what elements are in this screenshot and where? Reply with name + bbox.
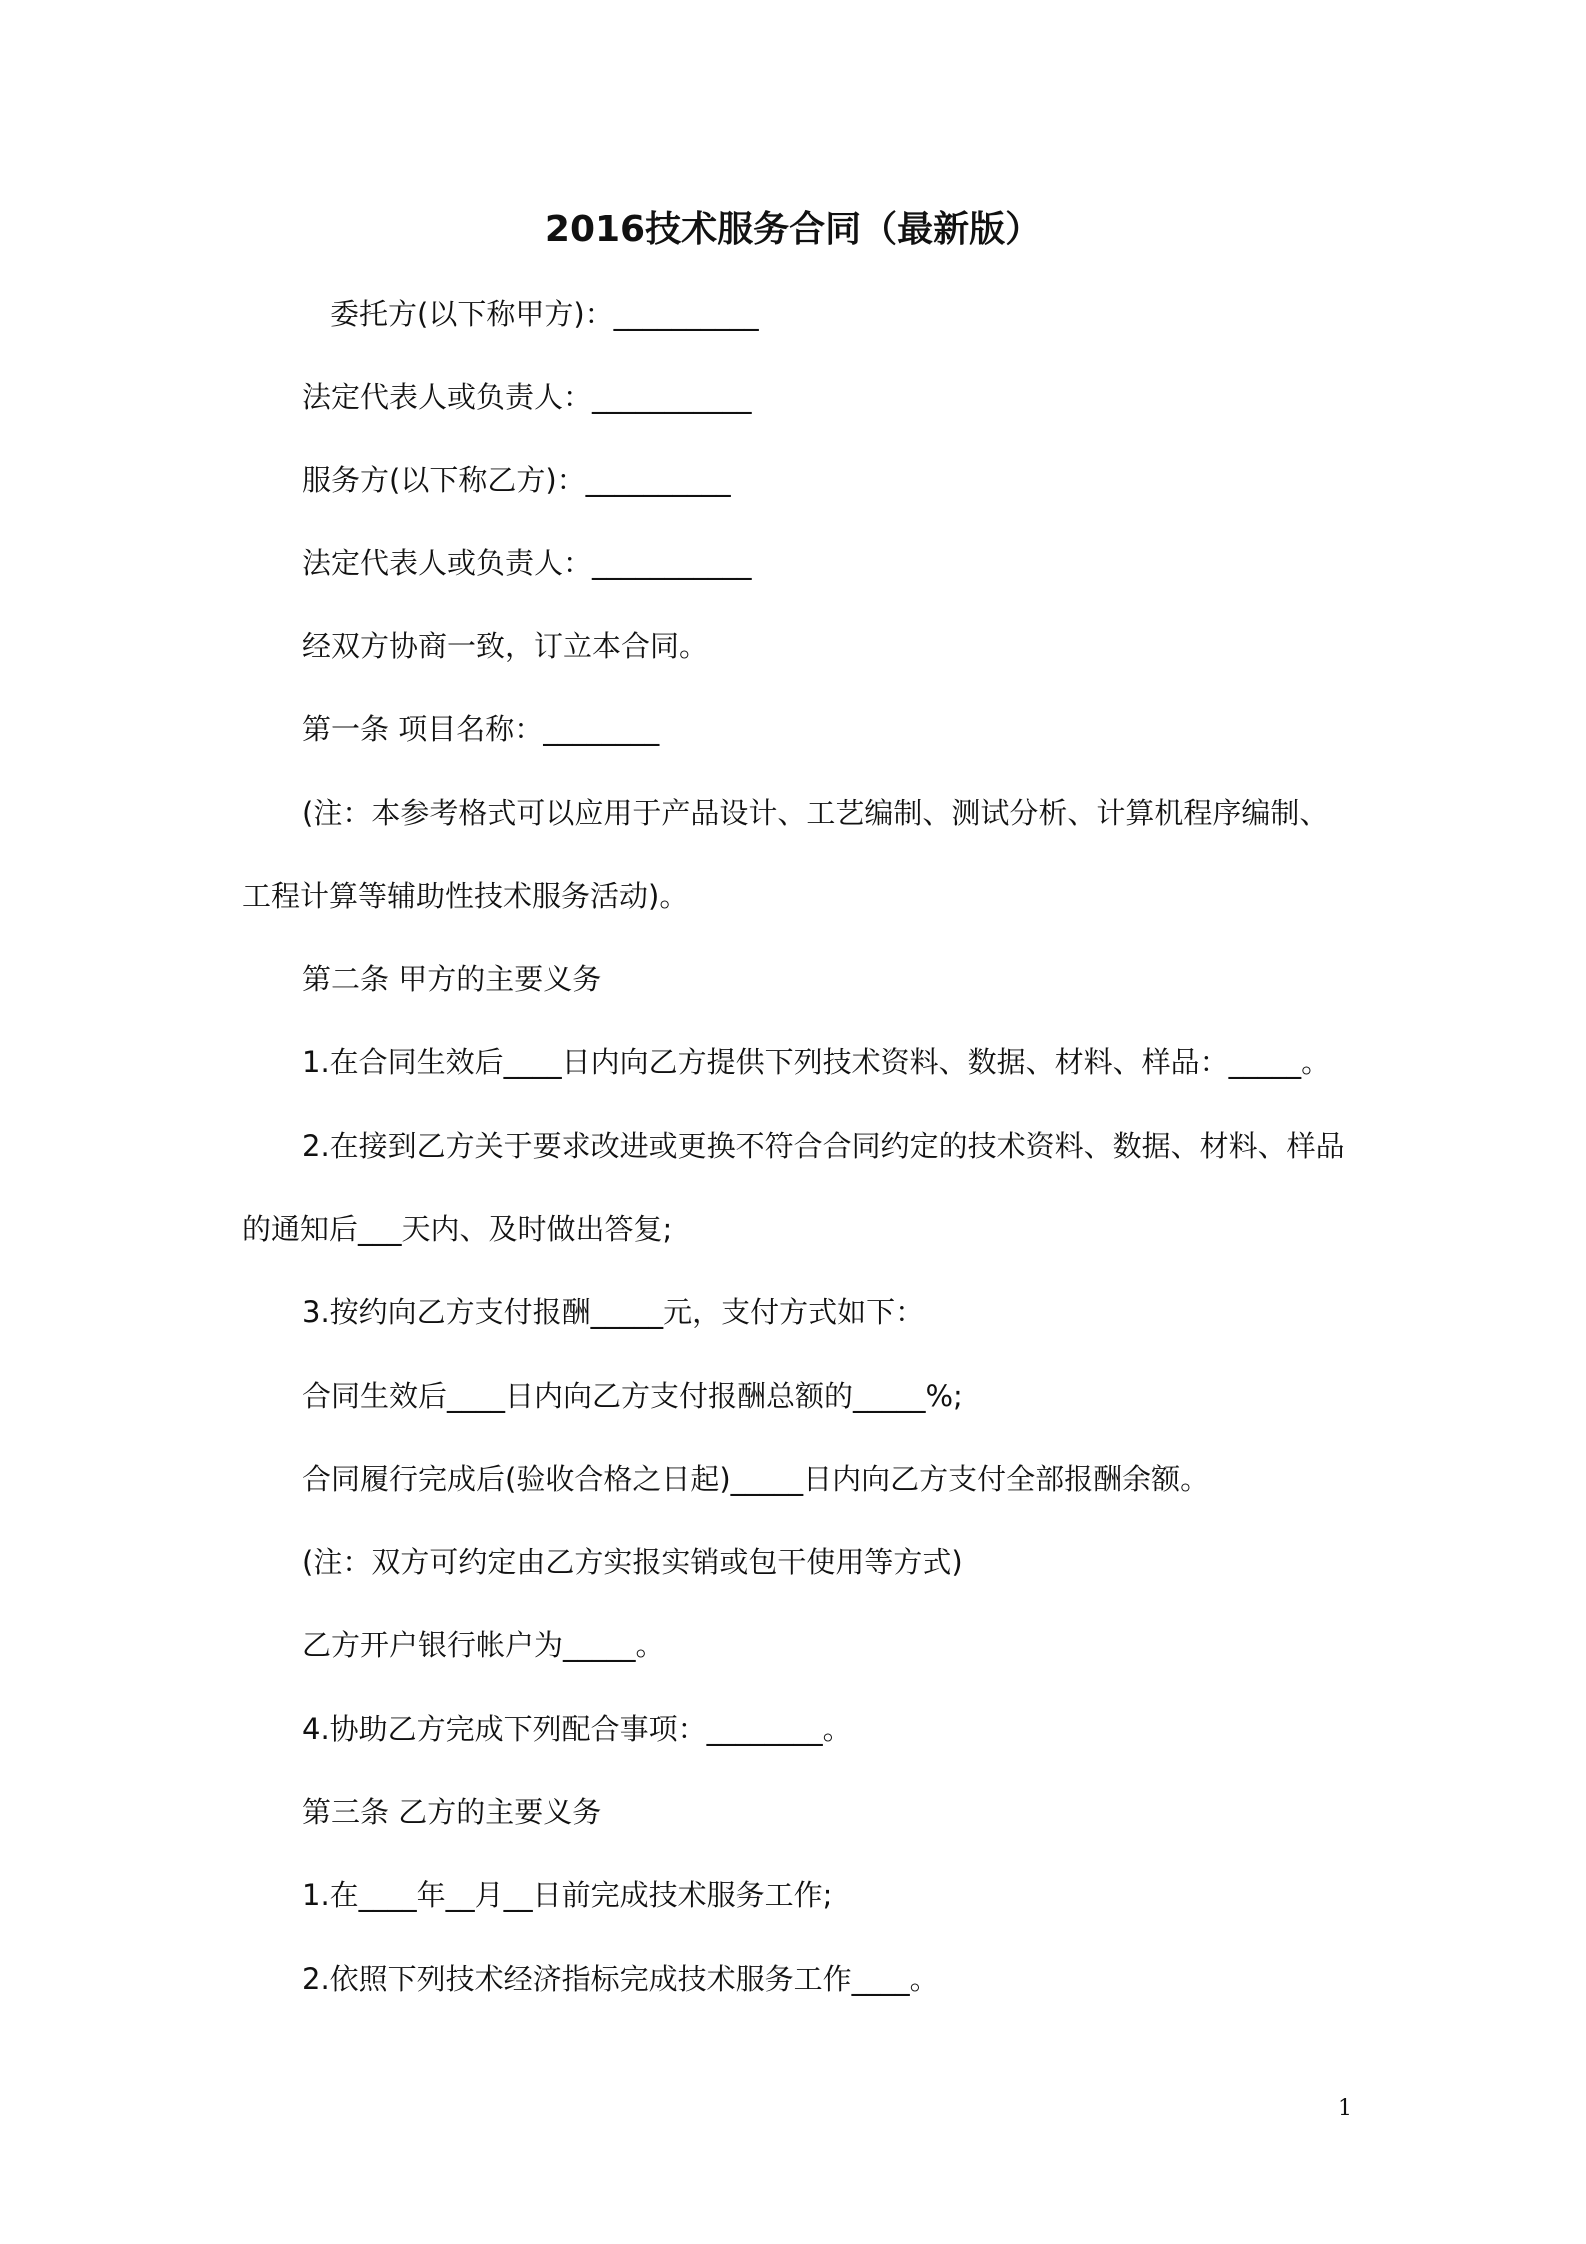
article-2-item-3: 3.按约向乙方支付报酬_____元，支付方式如下： [302,1295,925,1329]
client-representative-line: 法定代表人或负责人：___________ [302,380,752,414]
article-1-note-continuation: 工程计算等辅助性技术服务活动)。 [242,879,689,913]
service-representative-line: 法定代表人或负责人：___________ [302,546,752,580]
payment-term-2: 合同履行完成后(验收合格之日起)_____日内向乙方支付全部报酬余额。 [302,1462,1210,1496]
bank-account-line: 乙方开户银行帐户为_____。 [302,1628,665,1662]
payment-term-1: 合同生效后____日内向乙方支付报酬总额的_____%; [302,1379,963,1413]
article-1-note: (注：本参考格式可以应用于产品设计、工艺编制、测试分析、计算机程序编制、 [302,796,1329,830]
article-1-heading: 第一条 项目名称：________ [302,712,660,746]
article-3-item-1: 1.在____年__月__日前完成技术服务工作; [302,1878,833,1912]
page-number: 1 [1338,2096,1352,2121]
article-2-heading: 第二条 甲方的主要义务 [302,962,602,996]
client-party-line: 委托方(以下称甲方)：__________ [330,297,759,331]
payment-note: (注：双方可约定由乙方实报实销或包干使用等方式) [302,1545,963,1579]
article-3-heading: 第三条 乙方的主要义务 [302,1795,602,1829]
article-3-item-2: 2.依照下列技术经济指标完成技术服务工作____。 [302,1962,939,1996]
agreement-statement: 经双方协商一致，订立本合同。 [302,629,709,663]
article-2-item-2-continuation: 的通知后___天内、及时做出答复; [242,1212,673,1246]
service-party-line: 服务方(以下称乙方)：__________ [302,463,731,497]
article-2-item-4: 4.协助乙方完成下列配合事项：________。 [302,1712,852,1746]
document-title: 2016技术服务合同（最新版） [544,209,1042,250]
article-2-item-2: 2.在接到乙方关于要求改进或更换不符合合同约定的技术资料、数据、材料、样品 [302,1129,1345,1163]
article-2-item-1: 1.在合同生效后____日内向乙方提供下列技术资料、数据、材料、样品：_____。 [302,1045,1331,1079]
